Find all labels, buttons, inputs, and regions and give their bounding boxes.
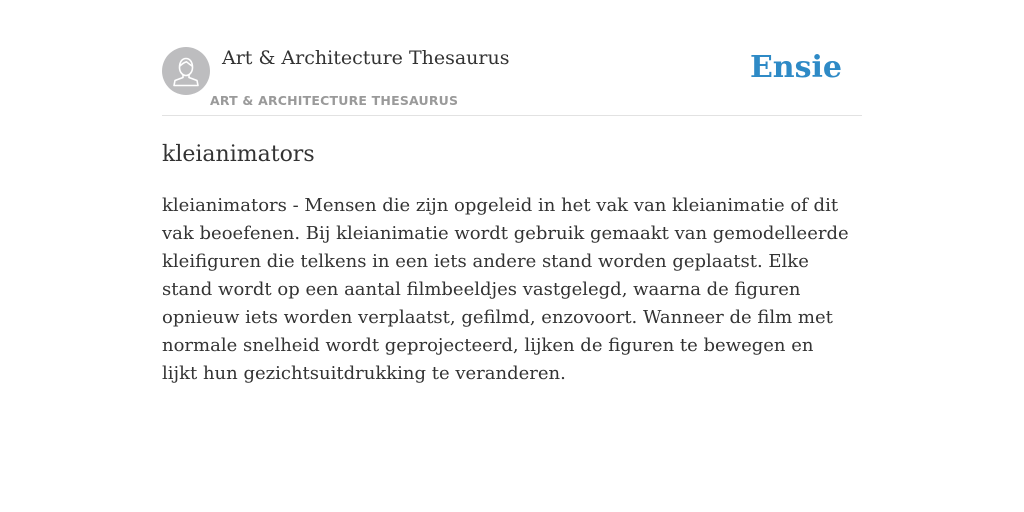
author-name[interactable]: Art & Architecture Thesaurus: [222, 47, 510, 69]
page-container: [162, 0, 862, 512]
entry-title: kleianimators: [162, 142, 315, 167]
author-subtitle[interactable]: ART & ARCHITECTURE THESAURUS: [210, 93, 459, 108]
user-silhouette-icon: [162, 47, 210, 95]
entry-header: [162, 0, 862, 116]
entry-definition: kleianimators - Mensen die zijn opgeleid in het vak van kleianimatie of dit vak beoefenen. Bij kleianimatie wordt gebruik gemaakt van gemodelleerde kleifiguren die telkens in een iets andere stand worden geplaatst. Elke stand wordt op een aantal filmbeeldjes vastgelegd, waarna de figuren opnieuw iets worden verplaatst, gefilmd, enzovoort. Wanneer de film met normale snelheid wordt geprojecteerd, lijken de figuren te bewegen en lijkt hun gezichtsuitdrukking te veranderen.: [162, 195, 849, 384]
author-avatar[interactable]: [162, 47, 210, 95]
ensie-logo[interactable]: Ensie: [749, 50, 842, 85]
